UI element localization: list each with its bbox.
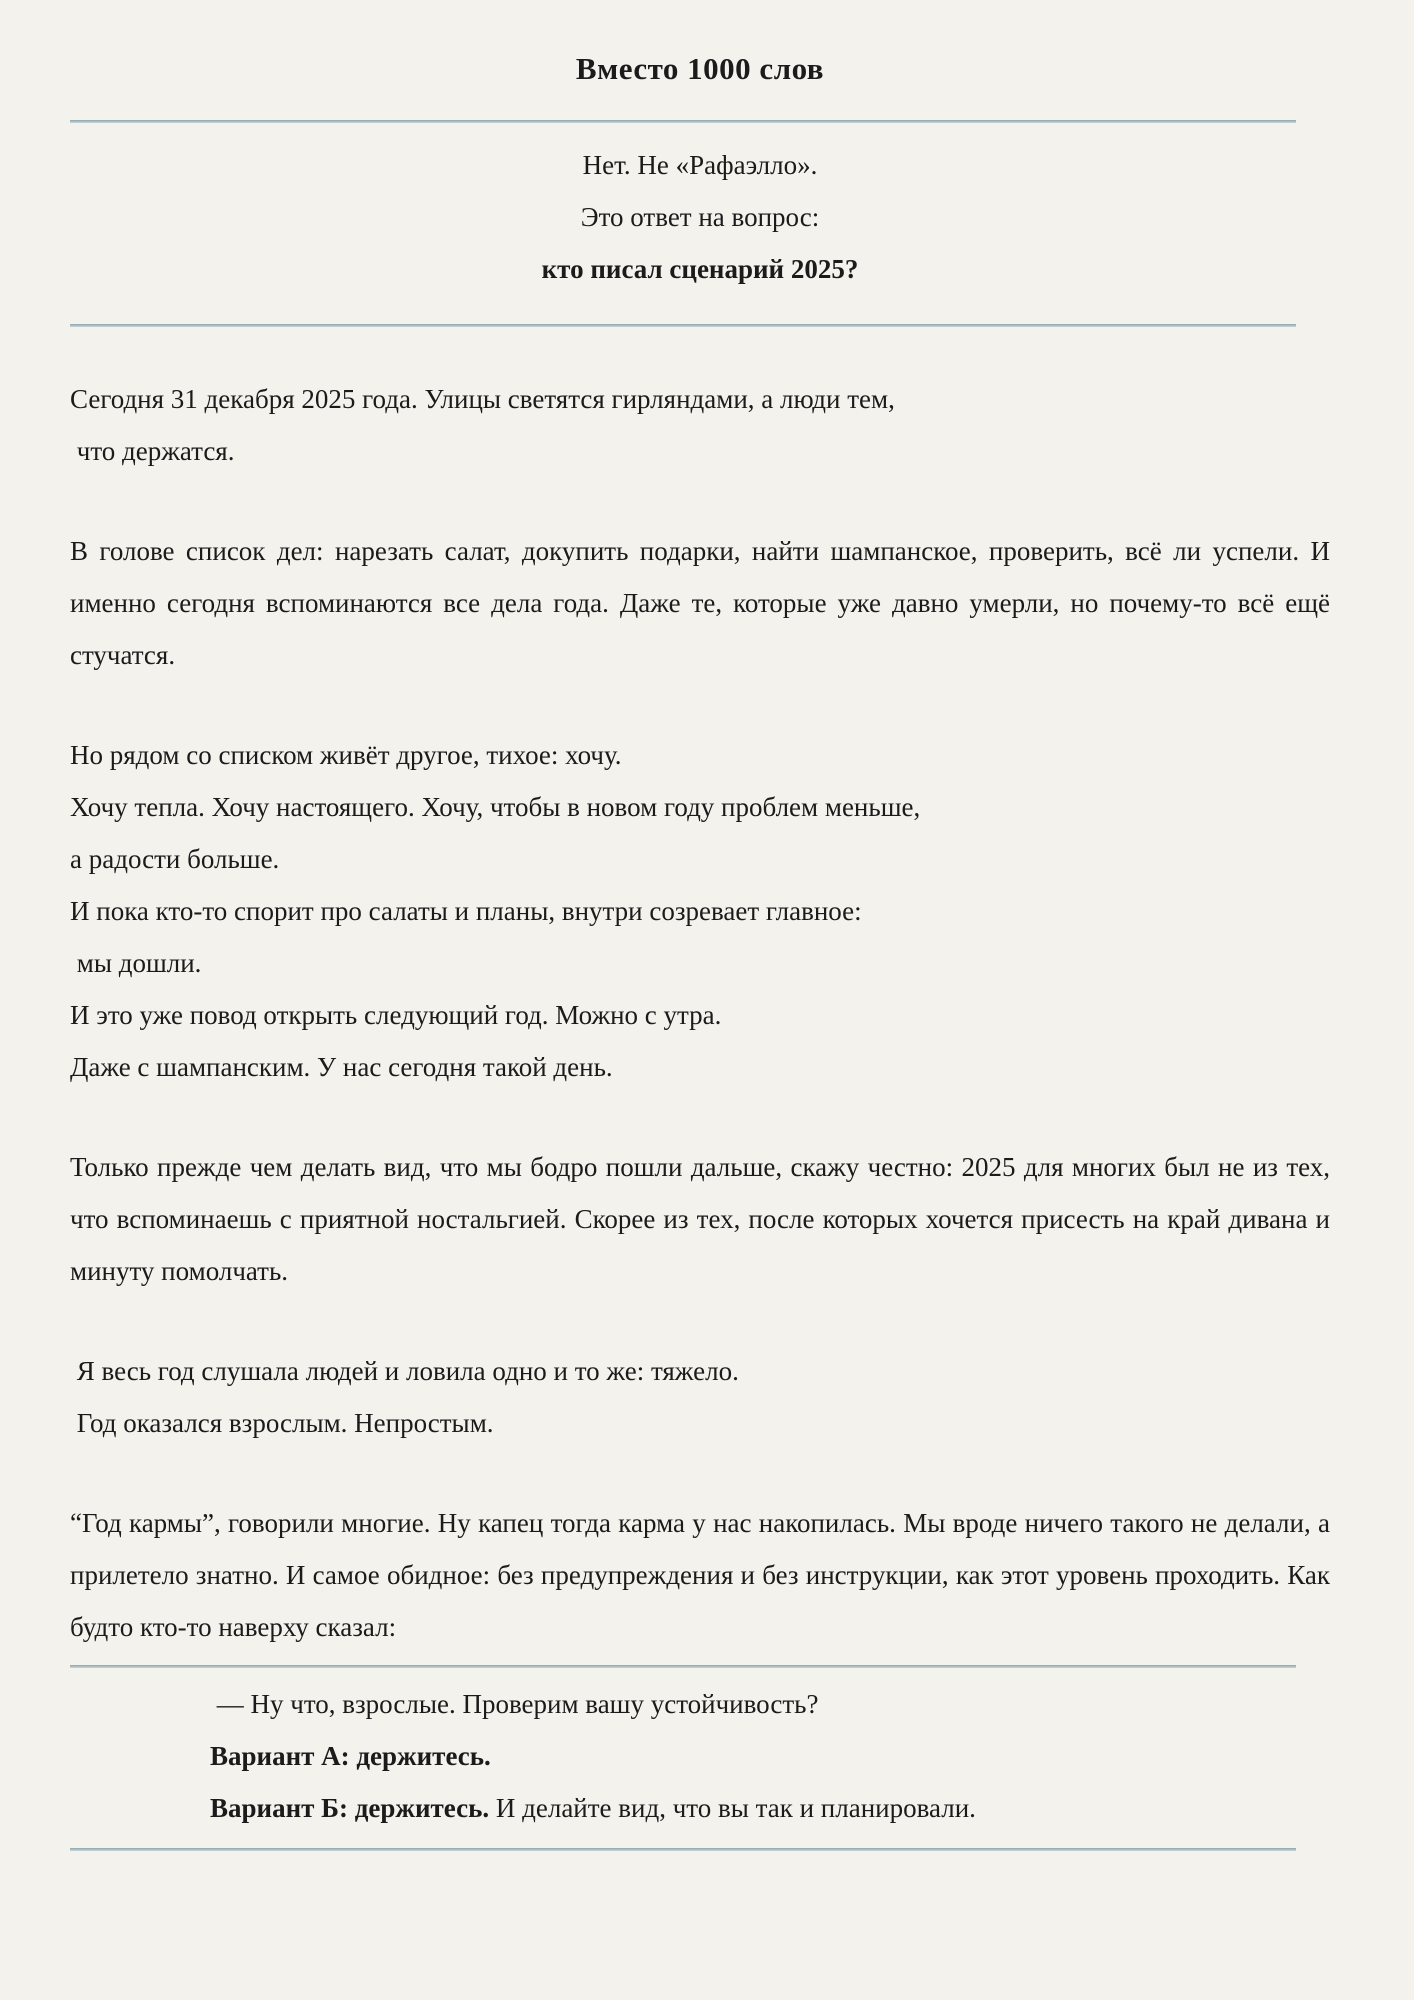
dialogue-option-b: [210, 1782, 1330, 1834]
dialogue-line: — Ну что, взрослые. Проверим вашу устойчивость?: [210, 1689, 819, 1719]
paragraph-line: Я весь год слушала людей и ловила одно и то же: тяжело.: [70, 1356, 739, 1386]
paragraph-line: что держатся.: [70, 436, 235, 466]
dialogue-option-b-label: Вариант Б: держитесь.: [210, 1793, 490, 1823]
divider-header: [70, 324, 1296, 327]
divider-top: [70, 120, 1296, 123]
paragraph-line: а радости больше.: [70, 844, 280, 874]
paragraph-line: И это уже повод открыть следующий год. Можно с утра.: [70, 1000, 722, 1030]
paragraph-line: Но рядом со списком живёт другое, тихое: хочу.: [70, 740, 622, 770]
paragraph-line: Хочу тепла. Хочу настоящего. Хочу, чтобы в новом году проблем меньше,: [70, 792, 921, 822]
paragraph-3: [70, 729, 1330, 1093]
epigraph-line-3: кто писал сценарий 2025?: [541, 254, 859, 284]
paragraph-line: И пока кто-то спорит про салаты и планы, внутри созревает главное:: [70, 896, 862, 926]
paragraph-6: “Год кармы”, говорили многие. Ну капец тогда карма у нас накопилась. Мы вроде ничего такого не делали, а прилетело знатно. И самое обидное: без предупреждения и без инструкции, как этот уровень проходить. Как будто кто-то наверху сказал:: [70, 1508, 1330, 1642]
dialogue-block: [70, 1678, 1330, 1834]
paragraph-line: Сегодня 31 декабря 2025 года. Улицы светятся гирляндами, а люди тем,: [70, 384, 895, 414]
paragraph-4: Только прежде чем делать вид, что мы бодро пошли дальше, скажу честно: 2025 для многих был не из тех, что вспоминаешь с приятной ностальгией. Скорее из тех, после которых хочется присесть на край дивана и минуту помолчать.: [70, 1152, 1330, 1286]
paragraph-line: Даже с шампанским. У нас сегодня такой день.: [70, 1052, 613, 1082]
epigraph-line-2: Это ответ на вопрос:: [580, 202, 820, 232]
page-title: Вместо 1000 слов: [575, 51, 825, 86]
epigraph-line-1: Нет. Не «Рафаэлло».: [582, 150, 818, 180]
dialogue-option-a: Вариант А: держитесь.: [210, 1741, 491, 1771]
paragraph-line: Год оказался взрослым. Непростым.: [70, 1408, 494, 1438]
paragraph-1: [70, 373, 1330, 477]
paragraph-2: В голове список дел: нарезать салат, докупить подарки, найти шампанское, проверить, всё ли успели. И именно сегодня вспоминаются все дела года. Даже те, которые уже давно умерли, но почему-то всё ещё стучатся.: [70, 536, 1330, 670]
paragraph-5: [70, 1345, 1330, 1449]
document-page: [70, 48, 1330, 1851]
divider-dialogue-top: [70, 1665, 1296, 1668]
epigraph-block: [70, 139, 1330, 295]
dialogue-option-b-text: И делайте вид, что вы так и планировали.: [489, 1793, 976, 1823]
paragraph-line: мы дошли.: [70, 948, 202, 978]
body-text: [70, 373, 1330, 1653]
divider-bottom: [70, 1848, 1296, 1851]
